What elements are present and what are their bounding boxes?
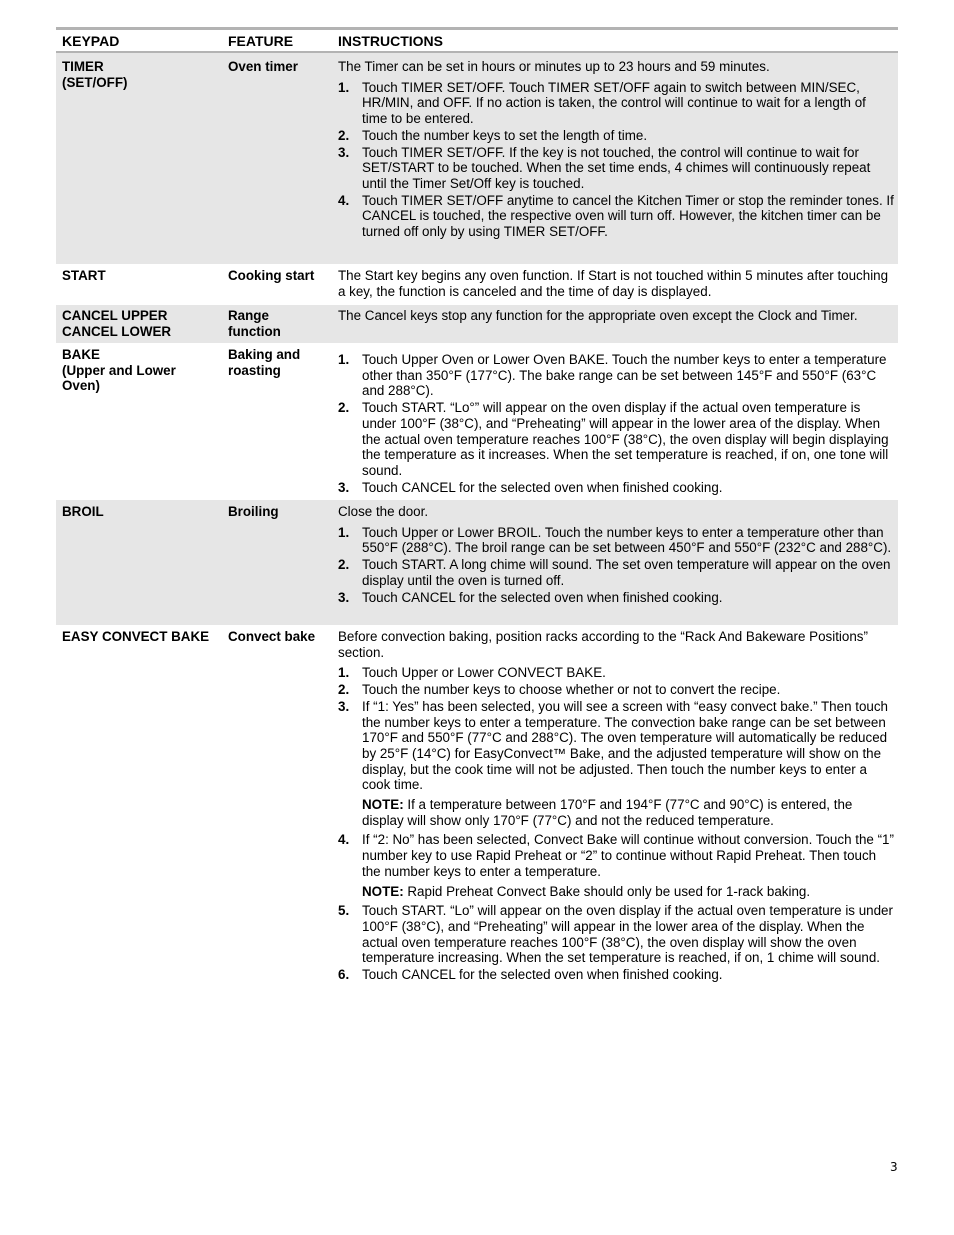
- step-number: 2.: [338, 127, 350, 143]
- instructions-cell: [332, 629, 898, 983]
- step-text: [362, 699, 894, 829]
- note: [362, 797, 894, 828]
- keypad-name: CANCEL UPPER: [62, 308, 168, 323]
- step-text: Touch CANCEL for the selected oven when finished cooking.: [362, 967, 723, 983]
- step-item: [338, 480, 894, 496]
- step-number: 1.: [338, 524, 350, 540]
- keypad-cell: [56, 629, 222, 983]
- step-item: [338, 400, 894, 479]
- header-instructions: INSTRUCTIONS: [338, 33, 443, 49]
- step-number: 5.: [338, 903, 350, 919]
- step-number: 4.: [338, 832, 350, 848]
- step-item: [338, 557, 894, 588]
- step-item: [338, 352, 894, 399]
- keypad-name: (SET/OFF): [62, 74, 128, 90]
- instructions-table: [56, 27, 898, 983]
- step-number: 4.: [338, 192, 350, 208]
- step-list: [338, 352, 894, 495]
- step-item: [338, 145, 894, 192]
- keypad-name: BROIL: [62, 504, 104, 519]
- instruction-intro: The Cancel keys stop any function for the appropriate oven except the Clock and Timer.: [338, 308, 858, 323]
- step-item: [338, 665, 894, 681]
- step-text: Touch START. A long chime will sound. The set oven temperature will appear on the oven display until the oven is turned off.: [362, 557, 891, 588]
- note: [362, 884, 894, 900]
- step-text: Touch the number keys to set the length of time.: [362, 127, 648, 143]
- step-item: [338, 80, 894, 127]
- step-item: [338, 682, 894, 698]
- instruction-intro: Before convection baking, position racks according to the “Rack And Bakeware Positions” section.: [338, 629, 868, 660]
- feature-cell: Baking and roasting: [228, 347, 301, 378]
- table-row-broil: [56, 500, 898, 625]
- note-text: Rapid Preheat Convect Bake should only be used for 1-rack baking.: [403, 883, 811, 899]
- table-row-cancel: [56, 305, 898, 343]
- step-item: [338, 967, 894, 983]
- step-number: 6.: [338, 967, 350, 983]
- step-text: Touch Upper or Lower BROIL. Touch the number keys to enter a temperature other than 550°F (288°C). The broil range can be set between 450°F and 550°F (232°C and 288°C).: [362, 524, 892, 556]
- step-number: 1.: [338, 665, 350, 681]
- step-list: [338, 80, 894, 240]
- instructions-cell: [332, 308, 898, 343]
- keypad-cell: [56, 347, 222, 500]
- instruction-intro: The Start key begins any oven function. If Start is not touched within 5 minutes after touching a key, the function is canceled and the time of day is displayed.: [338, 268, 889, 299]
- table-row-convect: [56, 625, 898, 983]
- step-number: 1.: [338, 352, 350, 367]
- instructions-cell: [332, 59, 898, 264]
- step-item: [338, 699, 894, 829]
- step-number: 1.: [338, 79, 350, 95]
- keypad-name: BAKE: [62, 347, 100, 362]
- table-row-timer: [56, 53, 898, 264]
- instructions-cell: [332, 504, 898, 625]
- step-text-main: If “1: Yes” has been selected, you will see a screen with “easy convect bake.” Then touch the number keys to enter a temperature. The convection bake range can be set between 170°F and 550°F (77°C and 288°C). The oven temperature will automatically be reduced by 25°F (14°C) for EasyConvect™ Bake, and the adjusted temperature will show on the display, but the cook time will not be adjusted. Then touch the number keys to enter a cook time.: [362, 698, 888, 793]
- step-text: Touch START. “Lo°” will appear on the oven display if the actual oven temperature is under 100°F (38°C), and “Preheating” will appear in the lower area of the display. When the actual oven temperature reaches 100°F (38°C), the oven display will begin displaying the temperature as it increases. When the set temperature is reached, if on, one tone will sound.: [362, 400, 889, 478]
- step-text: Touch TIMER SET/OFF anytime to cancel the Kitchen Timer or stop the reminder tones. If CANCEL is touched, the respective oven will turn off. However, the kitchen timer can be turned off only by using TIMER SET/OFF.: [362, 192, 894, 240]
- step-text: Touch CANCEL for the selected oven when finished cooking.: [362, 589, 723, 605]
- step-list: [338, 665, 894, 982]
- step-text: Touch Upper Oven or Lower Oven BAKE. Touch the number keys to enter a temperature other than 350°F (177°C). The bake range can be set between 145°F and 550°F (63°C and 288°C).: [362, 352, 887, 399]
- step-number: 3.: [338, 479, 350, 495]
- keypad-name: EASY CONVECT BAKE: [62, 629, 210, 644]
- page-number: 3: [890, 1160, 898, 1174]
- step-item: [338, 903, 894, 966]
- keypad-cell: [56, 504, 222, 625]
- keypad-name: (Upper and Lower Oven): [62, 362, 176, 394]
- instruction-intro: The Timer can be set in hours or minutes up to 23 hours and 59 minutes.: [338, 59, 770, 74]
- note-label: NOTE:: [362, 883, 404, 899]
- step-number: 2.: [338, 682, 350, 698]
- keypad-cell: [56, 59, 222, 264]
- step-item: [338, 525, 894, 556]
- instruction-intro: Close the door.: [338, 504, 429, 519]
- step-number: 2.: [338, 400, 350, 416]
- step-number: 3.: [338, 144, 350, 160]
- step-number: 2.: [338, 557, 350, 573]
- step-number: 3.: [338, 698, 350, 714]
- step-item: [338, 832, 894, 899]
- step-item: [338, 590, 894, 606]
- feature-cell: Range function: [228, 308, 281, 339]
- step-item: [338, 128, 894, 144]
- step-text: Touch START. “Lo” will appear on the oven display if the actual oven temperature is under 100°F (38°C), and “Preheating” will appear in the lower area of the display. When the actual oven temperature reaches 100°F (38°C), the oven display will show the oven temperature increasing. When the set temperature is reached, if on, 1 chime will sound.: [362, 903, 893, 966]
- table-row-bake: [56, 343, 898, 500]
- step-text: Touch TIMER SET/OFF. Touch TIMER SET/OFF again to switch between MIN/SEC, HR/MIN, and OFF. If no action is taken, the control will continue to wait for a length of time to be entered.: [362, 79, 866, 127]
- step-text: Touch the number keys to choose whether or not to convert the recipe.: [362, 682, 781, 698]
- keypad-cell: [56, 308, 222, 343]
- feature-cell: Convect bake: [228, 629, 316, 644]
- keypad-name: START: [62, 268, 106, 283]
- keypad-name: CANCEL LOWER: [62, 323, 172, 339]
- feature-cell: Broiling: [228, 504, 279, 519]
- table-header-row: [56, 30, 898, 53]
- step-text: [362, 832, 894, 899]
- step-text-main: If “2: No” has been selected, Convect Bake will continue without conversion. Touch the “1” number key to use Rapid Preheat or “2” to continue without Rapid Preheat. Then touch the number keys to enter a temperature.: [362, 832, 894, 879]
- step-number: 3.: [338, 589, 350, 605]
- table-row-start: [56, 264, 898, 305]
- instructions-cell: [332, 268, 898, 305]
- feature-cell: Oven timer: [228, 59, 298, 74]
- step-text: Touch TIMER SET/OFF. If the key is not touched, the control will continue to wait for SET/START to be touched. When the set time ends, 4 chimes will continuously repeat until the Timer Set/Off key is touched.: [362, 144, 871, 191]
- header-keypad: KEYPAD: [62, 33, 120, 49]
- instructions-cell: [332, 347, 898, 500]
- keypad-cell: [56, 268, 222, 305]
- feature-cell: Cooking start: [228, 268, 315, 283]
- note-text: If a temperature between 170°F and 194°F (77°C and 90°C) is entered, the display will show only 170°F (77°C) and not the reduced temperature.: [362, 797, 853, 828]
- note-label: NOTE:: [362, 797, 404, 813]
- step-text: Touch CANCEL for the selected oven when finished cooking.: [362, 479, 723, 495]
- step-list: [338, 525, 894, 606]
- header-feature: FEATURE: [228, 33, 294, 49]
- step-text: Touch Upper or Lower CONVECT BAKE.: [362, 665, 606, 681]
- step-item: [338, 193, 894, 240]
- keypad-name: TIMER: [62, 59, 104, 74]
